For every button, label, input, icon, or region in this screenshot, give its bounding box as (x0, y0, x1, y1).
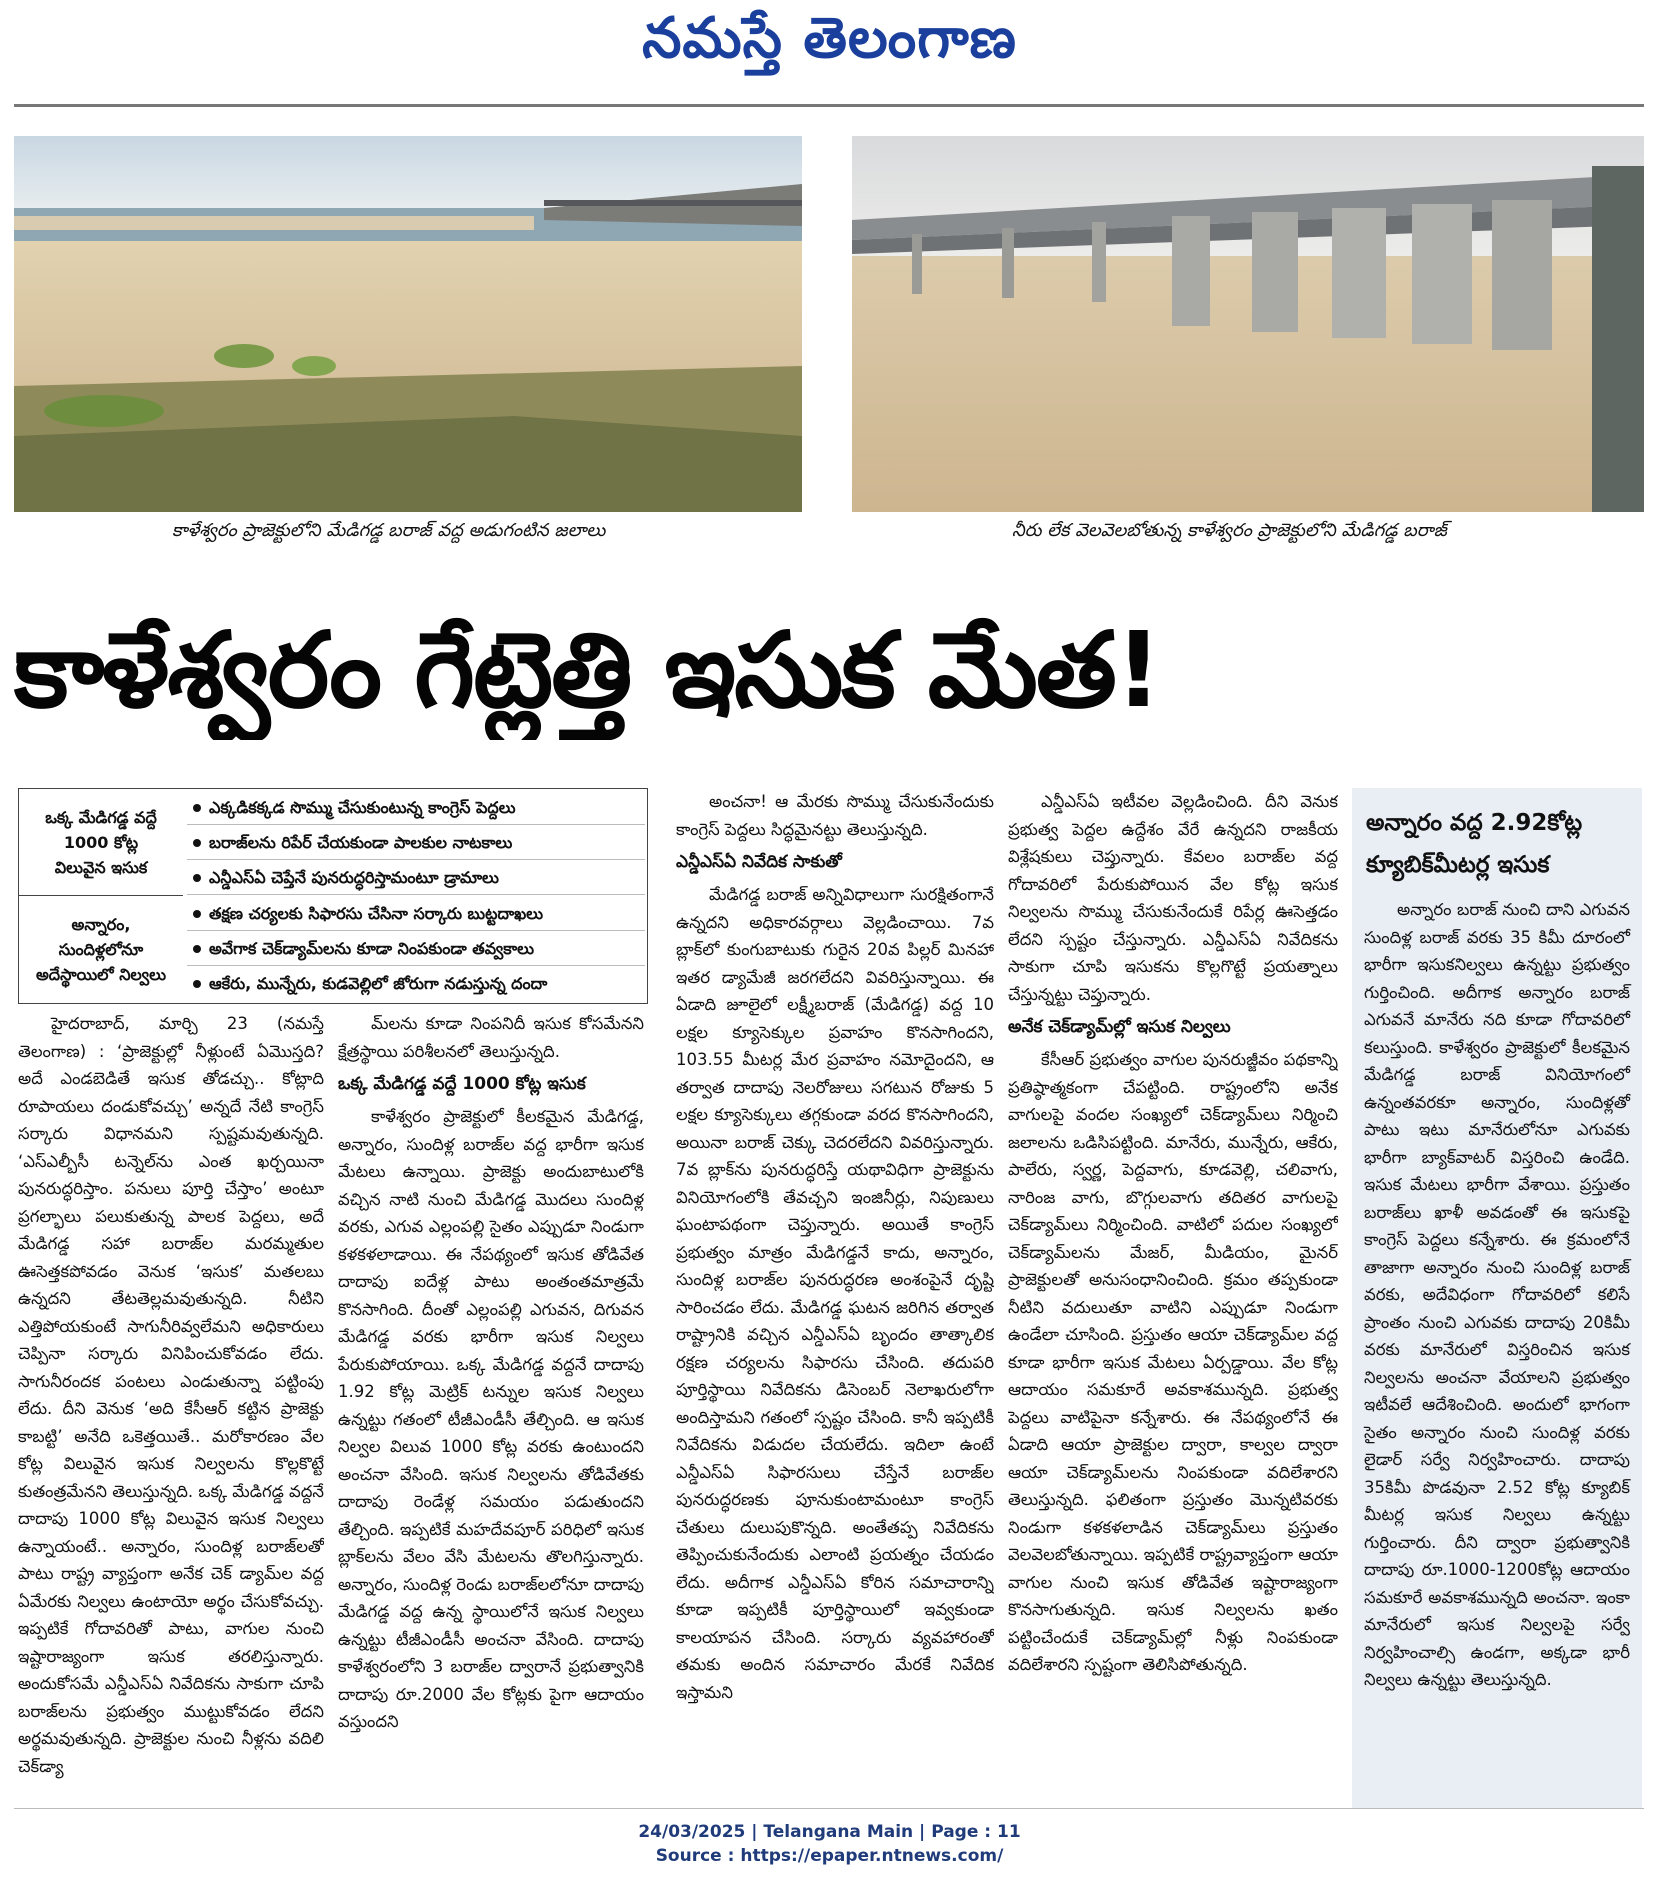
article-paragraph: అంచనా! ఆ మేరకు సొమ్ము చేసుకునేందుకు కాంగ్రెస్ పెద్దలు సిద్ధమైనట్టు తెలుస్తున్నది. (676, 792, 994, 839)
article-column-4 (1008, 788, 1338, 1802)
sidebar-paragraph: అన్నారం బరాజ్ నుంచి దాని ఎగువన సుందిళ్ల బరాజ్ వరకు 35 కిమీ దూరంలో భారీగా ఇసుకనిల్వలు ఉన్నట్టు ప్రభుత్వం గుర్తించింది. అదీగాక అన్నారం బరాజ్ ఎగువనే మానేరు నది కూడా గోదావరిలో కలుస్తుంది. కాళేశ్వరం ప్రాజెక్టులో కీలకమైన మేడిగడ్డ బరాజ్ వినియోగంలో ఉన్నంతవరకూ అన్నారం, సుందిళ్లతో పాటు ఇటు మానేరులోనూ ఎగువకు భారీగా బ్యాక్‌వాటర్ విస్తరించి ఉండేది. ఇసుక మేటలు భారీగా వేశాయి. ప్రస్తుతం బరాజ్‌లు ఖాళీ అవడంతో ఈ ఇసుకపై కాంగ్రెస్ పెద్దలు కన్నేశారు. ఈ క్రమంలోనే తాజాగా అన్నారం నుంచి సుందిళ్ల బరాజ్ వరకు, అదేవిధంగా గోదావరిలో కలిసే ప్రాంతం నుంచి ఎగువకు దాదాపు 20కిమీ వరకు మానేరులో విస్తరించిన ఇసుక నిల్వలను అంచనా వేయాలని ప్రభుత్వం ఇటీవలే ఆదేశించింది. అందులో భాగంగా సైతం అన్నారం నుంచి సుందిళ్ల వరకు లైడార్ సర్వే నిర్వహించారు. దాదాపు 35కిమీ పొడవునా 2.52 కోట్ల క్యూబిక్ మీటర్ల ఇసుక నిల్వలు ఉన్నట్టు గుర్తించారు. దీని ద్వారా ప్రభుత్వానికి దాదాపు రూ.1000-1200కోట్ల ఆదాయం సమకూరే అవకాశమున్నది అంచనా. ఇంకా మానేరులో ఇసుక నిల్వలపై సర్వే నిర్వహించాల్సి ఉండగా, అక్కడా భారీ నిల్వలు ఉన్నట్టు తెలుస్తున్నది. (1364, 900, 1630, 1689)
summary-bullet: ఎన్డీఎస్ఏ చెప్తేనే పునరుద్ధరిస్తామంటూ డ్రామాలు (187, 861, 645, 895)
article-paragraph: ఎన్డీఎస్ఏ ఇటీవల వెల్లడించింది. దీని వెనుక ప్రభుత్వ పెద్దల ఉద్దేశం వేరే ఉన్నదని రాజకీయ విశ్లేషకులు చెప్తున్నారు. కేవలం బరాజ్‌ల వద్ద గోదావరిలో పేరుకుపోయిన వేల కోట్ల ఇసుక నిల్వలను సొమ్ము చేసుకునేందుకే రిపేర్ల ఊసెత్తడం లేదని స్పష్టం చేస్తున్నారు. ఎన్డీఎస్ఏ నివేదికను సాకుగా చూపి ఇసుకను కొల్లగొట్టే ప్రయత్నాలు చేస్తున్నట్టు చెప్తున్నారు. (1008, 792, 1338, 1004)
masthead-title: నమస్తే తెలంగాణ (642, 6, 1017, 71)
summary-line: 1000 కోట్ల (63, 832, 139, 852)
sidebar-heading: అన్నారం వద్ద 2.92కోట్ల క్యూబిక్‌మీటర్ల ఇసుక (1366, 810, 1583, 878)
article-paragraph: హైదరాబాద్, మార్చి 23 (నమస్తే తెలంగాణ) : ‘ప్రాజెక్టుల్లో నీళ్లుంటే ఏమొస్తది? అదే ఎండబెడితే ఇసుక తోడచ్చు.. కోట్లాది రూపాయలు దండుకోవచ్చు’ అన్నదే నేటి కాంగ్రెస్ సర్కారు విధానమని స్పష్టమవుతున్నది. ‘ఎస్ఎల్బీసీ టన్నెల్‌ను ఎంత ఖర్చయినా పునరుద్ధరిస్తాం. పనులు పూర్తి చేస్తాం’ అంటూ ప్రగల్భాలు పలుకుతున్న పాలక పెద్దలు, అదే మేడిగడ్డ సహా బరాజ్‌ల మరమ్మతుల ఊసెత్తకపోవడం వెనుక ‘ఇసుక’ మతలబు ఉన్నదని తేటతెల్లమవుతున్నది. నీటిని ఎత్తిపోయకుంటే సాగునీరివ్వలేమని అధికారులు చెప్పినా సర్కారు వినిపించుకోవడం లేదు. సాగునీరందక పంటలు ఎండుతున్నా పట్టింపు లేదు. దీని వెనుక ‘అది కేసీఆర్ కట్టిన ప్రాజెక్టు కాబట్టి’ అనేది ఒకెత్తయితే.. మరోకారణం వేల కోట్ల విలువైన ఇసుక నిల్వలను కొల్లకొట్టే కుతంత్రమేనని తెలుస్తున్నది. ఒక్క మేడిగడ్డ వద్దనే దాదాపు 1000 కోట్ల విలువైన ఇసుక నిల్వలు ఉన్నాయంటే.. అన్నారం, సుందిళ్ల బరాజ్‌లతో పాటు రాష్ట్ర వ్యాప్తంగా అనేక చెక్ డ్యామ్‌ల వద్ద ఏమేరకు నిల్వలు ఉంటాయో అర్థం చేసుకోవచ్చు. ఇప్పటికే గోదావరితో పాటు, వాగుల నుంచి ఇష్టారాజ్యంగా ఇసుక తరలిస్తున్నారు. అందుకోసమే ఎన్డీఎస్ఏ నివేదికను సాకుగా చూపి బరాజ్‌లను ప్రభుత్వం ముట్టుకోవడం లేదని అర్థమవుతున్నది. ప్రాజెక్టుల నుంచి నీళ్లను వదిలి చెక్‌డ్యా (18, 1014, 324, 1776)
bullet-dot-icon (193, 945, 201, 953)
footer-source: Source : https://epaper.ntnews.com/ (655, 1846, 1004, 1866)
sidebar-body (1364, 896, 1630, 1694)
masthead-rule (14, 104, 1644, 107)
summary-bullet: ఎక్కడికక్కడ సొమ్ము చేసుకుంటున్న కాంగ్రెస్ పెద్దలు (187, 791, 645, 825)
photo-caption-2: నీరు లేక వెలవెలబోతున్న కాళేశ్వరం ప్రాజెక్టులోని మేడిగడ్డ బరాజ్ (1012, 520, 1447, 541)
photo-medigadda-dry-riverbed (14, 136, 802, 512)
article-paragraph: కాళేశ్వరం ప్రాజెక్టులో కీలకమైన మేడిగడ్డ, అన్నారం, సుందిళ్ల బరాజ్‌ల వద్ద భారీగా ఇసుక మేటలు ఉన్నాయి. ప్రాజెక్టు అందుబాటులోకి వచ్చిన నాటి నుంచి మేడిగడ్డ మొదలు సుందిళ్ల వరకు, ఎగువ ఎల్లంపల్లి సైతం ఎప్పుడూ నిండుగా కళకళలాడాయి. ఈ నేపథ్యంలో ఇసుక తోడివేత దాదాపు ఐదేళ్ల పాటు అంతంతమాత్రమే కొనసాగింది. దీంతో ఎల్లంపల్లి ఎగువన, దిగువన మేడిగడ్డ వరకు భారీగా ఇసుక నిల్వలు పేరుకుపోయాయి. ఒక్క మేడిగడ్డ వద్దనే దాదాపు 1.92 కోట్ల మెట్రిక్ టన్నుల ఇసుక నిల్వలు ఉన్నట్టు గతంలో టీజీఎండీసీ తేల్చింది. ఆ ఇసుక నిల్వల విలువ 1000 కోట్ల వరకు ఉంటుందని అంచనా వేసింది. ఇసుక నిల్వలను తోడివేతకు దాదాపు రెండేళ్ల సమయం పడుతుందని తేల్చింది. ఇప్పటికే మహదేవపూర్ పరిధిలో ఇసుక బ్లాక్‌లను వేలం వేసి మేటలను తొలగిస్తున్నారు. అన్నారం, సుందిళ్ల రెండు బరాజ్‌లలోనూ దాదాపు మేడిగడ్డ వద్ద ఉన్న స్థాయిలోనే ఇసుక నిల్వలు ఉన్నట్టు టీజీఎండీసీ అంచనా వేసింది. దాదాపు కాళేశ్వరంలోని 3 బరాజ్‌ల ద్వారానే ప్రభుత్వానికి దాదాపు రూ.2000 వేల కోట్లకు పైగా ఆదాయం వస్తుందని (338, 1107, 644, 1731)
subheading-ndsa-report: ఎన్డీఎస్ఏ నివేదిక సాకుతో (676, 852, 842, 872)
summary-highlights (19, 789, 183, 1003)
headline: కాళేశ్వరం గేట్లెత్తి ఇసుక మేత! (14, 609, 1161, 731)
summary-line: అదేస్థాయిలో నిల్వలు (36, 965, 166, 984)
photo-medigadda-barrage (852, 136, 1644, 512)
bullet-dot-icon (193, 910, 201, 918)
article-paragraph: మేడిగడ్డ బరాజ్ అన్నివిధాలుగా సురక్షితంగానే ఉన్నదని అధికారవర్గాలు వెల్లడించాయి. 7వ బ్లాక్‌లో కుంగుబాటుకు గురైన 20వ పిల్లర్ మినహా ఇతర డ్యామేజీ జరగలేదని వివరిస్తున్నాయి. ఈ ఏడాది జూలైలో లక్ష్మీబరాజ్ (మేడిగడ్డ) వద్ద 10 లక్షల క్యూసెక్కుల ప్రవాహం కొనసాగిందని, 103.55 మీటర్ల మేర ప్రవాహం నమోదైందని, ఆ తర్వాత దాదాపు నెలరోజులు సగటున రోజుకు 5 లక్షల క్యూసెక్కులు తగ్గకుండా వరద కొనసాగిందని, అయినా బరాజ్ చెక్కు చెదరలేదని వివరిస్తున్నారు. 7వ బ్లాక్‌ను పునరుద్ధరిస్తే యథావిధిగా ప్రాజెక్టును వినియోగంలోకి తేవచ్చని ఇంజినీర్లు, నిపుణులు ఘంటాపథంగా చెప్తున్నారు. అయితే కాంగ్రెస్ ప్రభుత్వం మాత్రం మేడిగడ్డనే కాదు, అన్నారం, సుందిళ్ల బరాజ్‌ల పునరుద్ధరణ అంశంపైనే దృష్టి సారించడం లేదు. మేడిగడ్డ ఘటన జరిగిన తర్వాత రాష్ట్రానికి వచ్చిన ఎన్డీఎస్ఏ బృందం తాత్కాలిక రక్షణ చర్యలను సిఫారసు చేసింది. తదుపరి పూర్తిస్థాయి నివేదికను డిసెంబర్ నెలాఖరులోగా అందిస్తామని గతంలో స్పష్టం చేసింది. కానీ ఇప్పటికీ నివేదికను విడుదల చేయలేదు. ఇదిలా ఉంటే ఎన్డీఎస్ఏ సిఫారసులు చేస్తేనే బరాజ్‌ల పునరుద్ధరణకు పూనుకుంటామంటూ కాంగ్రెస్ చేతులు దులుపుకొన్నది. అంతేతప్ప నివేదికను తెప్పించుకునేందుకు ఎలాంటి ప్రయత్నం చేయడం లేదు. అదీగాక ఎన్డీఎస్ఏ కోరిన సమాచారాన్ని కూడా ఇప్పటికీ పూర్తిస్థాయిలో ఇవ్వకుండా కాలయాపన చేసింది. సర్కారు వ్యవహారంతో తమకు అందిన సమాచారం మేరకే నివేదిక ఇస్తామని (676, 885, 994, 1702)
summary-box (18, 788, 648, 1004)
article-paragraph: మ్‌లను కూడా నింపనిదీ ఇసుక కోసమేనని క్షేత్రస్థాయి పరిశీలనలో తెలుస్తున్నది. (338, 1014, 644, 1061)
article-column-3 (676, 788, 994, 1802)
article-column-1 (18, 1010, 324, 1802)
bullet-dot-icon (193, 839, 201, 847)
summary-bullet: అవేగాక చెక్‌డ్యామ్‌లను కూడా నింపకుండా తవ్వకాలు (187, 932, 645, 966)
footer-rule (14, 1808, 1644, 1809)
summary-highlight-annaram (19, 896, 183, 1003)
summary-line: ఒక్క మేడిగడ్డ వద్దే (45, 807, 157, 827)
bullet-dot-icon (193, 804, 201, 812)
sidebar-annaram (1352, 788, 1642, 1808)
summary-line: అన్నారం, (71, 915, 131, 934)
subheading-checkdam-sand: అనేక చెక్‌డ్యామ్‌ల్లో ఇసుక నిల్వలు (1008, 1017, 1231, 1037)
summary-bullet: బరాజ్‌లను రిపేర్ చేయకుండా పాలకుల నాటకాలు (187, 826, 645, 860)
bullet-dot-icon (193, 980, 201, 988)
summary-line: సుందిళ్లలోనూ (58, 940, 144, 959)
footer-edition-info: 24/03/2025 | Telangana Main | Page : 11 (638, 1822, 1021, 1842)
photo-caption-1: కాళేశ్వరం ప్రాజెక్టులోని మేడిగడ్డ బరాజ్ వద్ద అడుగంటిన జలాలు (172, 520, 606, 541)
subheading-medigadda-sand: ఒక్క మేడిగడ్డ వద్దే 1000 కోట్ల ఇసుక (338, 1074, 586, 1094)
summary-bullet: తక్షణ చర్యలకు సిఫారసు చేసినా సర్కారు బుట్టదాఖలు (187, 897, 645, 931)
summary-line: విలువైన ఇసుక (54, 857, 148, 877)
summary-bullet: ఆకేరు, మున్నేరు, కుడవెల్లిలో జోరుగా నడుస్తున్న దందా (187, 967, 645, 1000)
bullet-dot-icon (193, 874, 201, 882)
summary-highlight-medigadda (19, 789, 183, 896)
article-paragraph: కేసీఆర్ ప్రభుత్వం వాగుల పునరుజ్జీవం పథకాన్ని ప్రతిష్ఠాత్మకంగా చేపట్టింది. రాష్ట్రంలోని అనేక వాగులపై వందల సంఖ్యలో చెక్‌డ్యామ్‌లు నిర్మించి జలాలను ఒడిసిపట్టింది. మానేరు, మున్నేరు, ఆకేరు, పాలేరు, స్వర్ణ, పెద్దవాగు, కూడవెల్లి, చలివాగు, నారింజ వాగు, బొగ్గులవాగు తదితర వాగులపై చెక్‌డ్యామ్‌లు నిర్మించింది. వాటిలో పదుల సంఖ్యలో చెక్‌డ్యామ్‌లను మేజర్, మీడియం, మైనర్ ప్రాజెక్టులతో అనుసంధానించింది. క్రమం తప్పకుండా నీటిని వదులుతూ వాటిని ఎప్పుడూ నిండుగా ఉండేలా చూసింది. ప్రస్తుతం ఆయా చెక్‌డ్యామ్‌ల వద్ద కూడా భారీగా ఇసుక మేటలు ఏర్పడ్డాయి. వేల కోట్ల ఆదాయం సమకూరే అవకాశమున్నది. ప్రభుత్వ పెద్దలు వాటిపైనా కన్నేశారు. ఈ నేపథ్యంలోనే ఈ ఏడాది ఆయా ప్రాజెక్టుల ద్వారా, కాల్వల ద్వారా ఆయా చెక్‌డ్యామ్‌లను నింపకుండా వదిలేశారని తెలుస్తున్నది. ఫలితంగా ప్రస్తుతం మొన్నటివరకు నిండుగా కళకళలాడిన చెక్‌డ్యామ్‌లు ప్రస్తుతం వెలవెలబోతున్నాయి. ఇప్పటికే రాష్ట్రవ్యాప్తంగా ఆయా వాగుల నుంచి ఇసుక తోడివేత ఇష్టారాజ్యంగా కొనసాగుతున్నది. ఇసుక నిల్వలను ఖతం పట్టించేందుకే చెక్‌డ్యామ్‌ల్లో నీళ్లు నింపకుండా వదిలేశారని స్పష్టంగా తెలిసిపోతున్నది. (1008, 1050, 1338, 1674)
article-column-2 (338, 1010, 644, 1802)
summary-bullets (187, 789, 645, 1003)
